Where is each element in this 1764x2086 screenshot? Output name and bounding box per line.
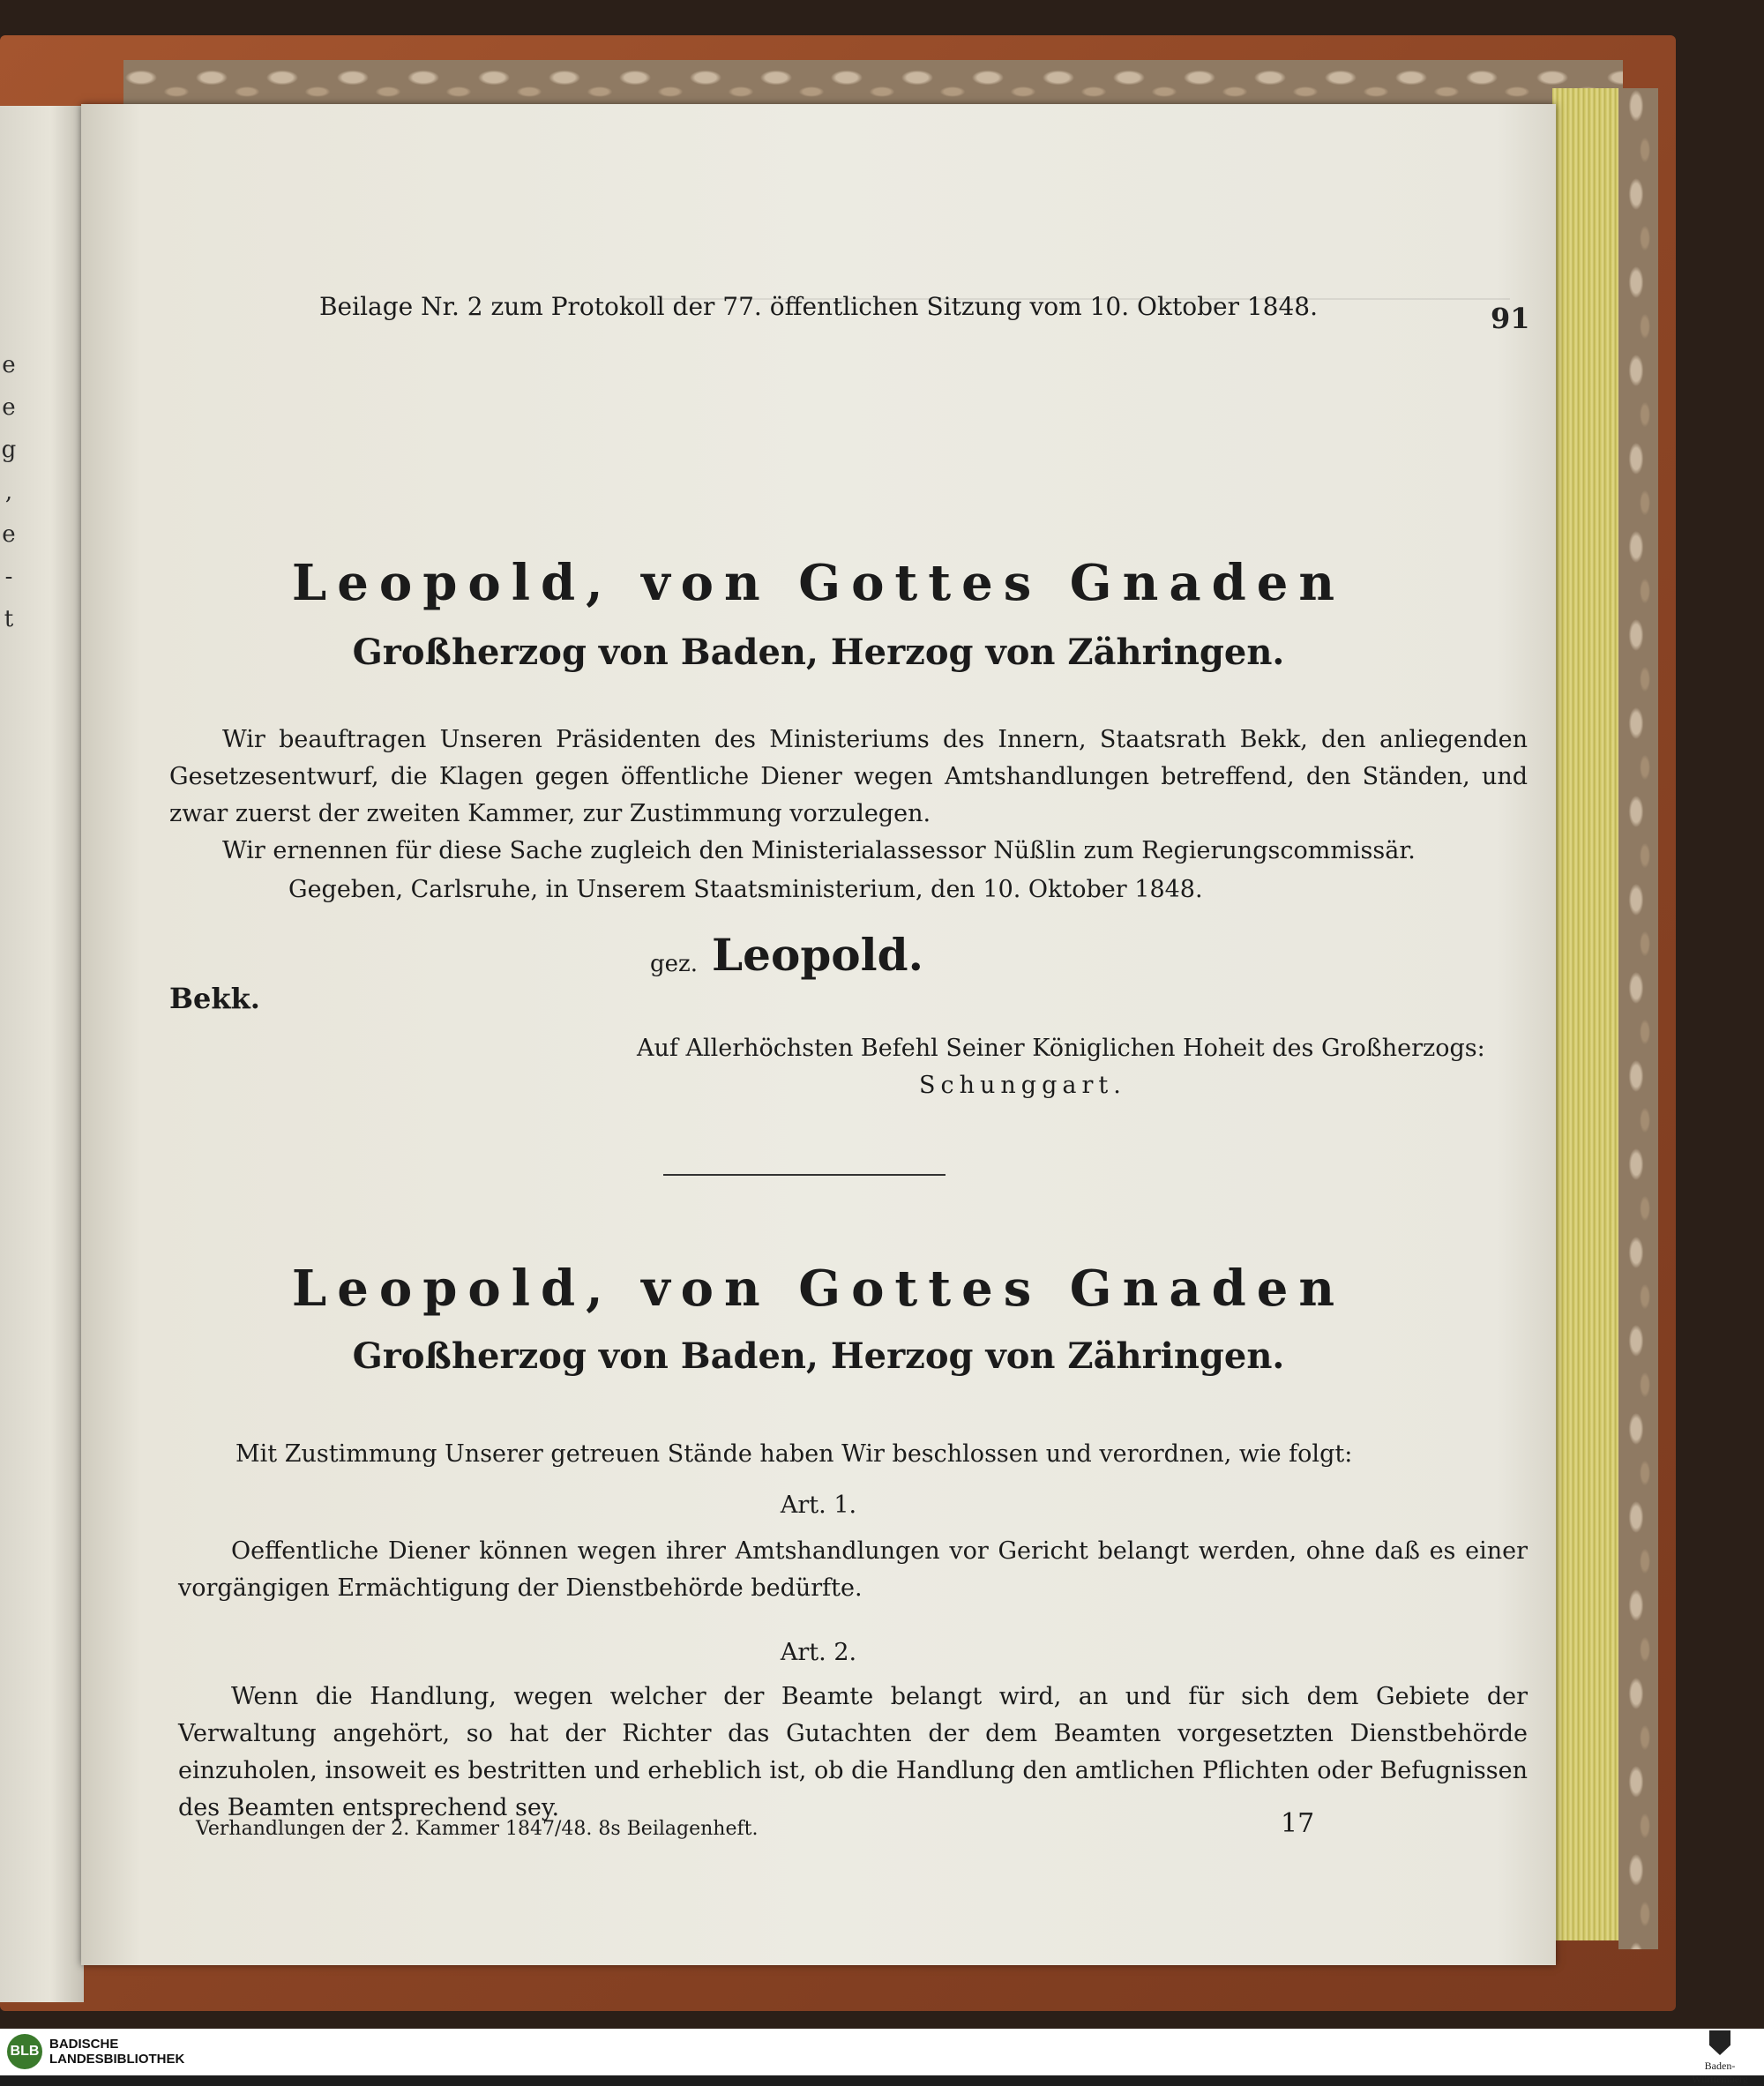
marbled-right-edge (1618, 88, 1658, 1949)
margin-letter: e (2, 352, 16, 378)
proclamation-2-subheading: Großherzog von Baden, Herzog von Zähringen. (352, 1335, 1285, 1377)
proclamation-1-subheading: Großherzog von Baden, Herzog von Zähringen. (352, 632, 1285, 673)
proclamation-2-heading: Leopold, von Gottes Gnaden (291, 1260, 1346, 1318)
margin-letter: e (2, 521, 16, 548)
proclamation-1-paragraph-1: Wir beauftragen Unseren Präsidenten des Ministeriums des Innern, Staatsrath Bekk, den anliegenden Gesetzesentwurf, die Klagen gegen öffentliche Diener wegen Amtshandlungen betreffend, den Ständen, und zwar zuerst der zweiten Kammer, zur Zustimmung vorzulegen. (169, 726, 1528, 827)
supplement-title: Beilage Nr. 2 zum Protokoll der 77. öffentlichen Sitzung vom 10. Oktober 1848. (318, 292, 1319, 321)
library-name-line-2: LANDESBIBLIOTHEK (49, 2052, 185, 2067)
library-name-line-1: BADISCHE (49, 2037, 119, 2052)
coat-of-arms-icon (1709, 2030, 1730, 2055)
proclamation-1-heading: Leopold, von Gottes Gnaden (291, 554, 1346, 612)
order-name: Schunggart. (919, 1072, 1126, 1099)
previous-page-edge (0, 106, 84, 2002)
proclamation-2-intro: Mit Zustimmung Unserer getreuen Stände haben Wir beschlossen und verordnen, wie folgt: (235, 1440, 1353, 1468)
document-page (81, 104, 1556, 1965)
signed-name: Leopold. (712, 929, 923, 981)
article-2-label: Art. 2. (780, 1639, 857, 1666)
signed-prefix: gez. (650, 951, 698, 977)
baden-wuerttemberg-mark (1685, 2030, 1755, 2085)
proclamation-1-paragraph-2: Wir ernennen für diese Sache zugleich den Ministerialassessor Nüßlin zum Regierungscommissär. (222, 837, 1416, 864)
section-divider (663, 1174, 946, 1176)
state-label: Baden-Württemberg (1692, 2060, 1748, 2085)
article-1-label: Art. 1. (780, 1492, 857, 1519)
blb-logo: BLB (7, 2034, 42, 2069)
page-edge-stack (1552, 88, 1618, 1940)
previous-page-letters (0, 344, 18, 640)
margin-letter: g (1, 437, 17, 463)
margin-letter: t (4, 606, 14, 632)
page-number: 91 (1491, 302, 1530, 335)
margin-letter: - (4, 564, 13, 590)
margin-letter: , (4, 479, 13, 505)
article-1-text: Oeffentliche Diener können wegen ihrer Amtshandlungen vor Gericht belangt werden, ohne daß es einer vorgängigen Ermächtigung der Dienstbehörde bedürfte. (178, 1537, 1528, 1602)
countersign: Bekk. (169, 982, 260, 1015)
library-footer-bar (0, 2029, 1764, 2085)
article-2-text: Wenn die Handlung, wegen welcher der Beamte belangt wird, an und für sich dem Gebiete der Verwaltung angehört, so hat der Richter das Gutachten der dem Beamten vorgesetzten Dienstbehörde einzuholen, insoweit es bestritten und erheblich ist, ob die Handlung den amtlichen Pflichten oder Befugnissen des Beamten entsprechend sey. (178, 1683, 1528, 1821)
marbled-top-edge (123, 60, 1623, 106)
order-line: Auf Allerhöchsten Befehl Seiner Königlichen Hoheit des Großherzogs: (637, 1035, 1485, 1062)
signature-mark: 17 (1281, 1808, 1315, 1839)
publication-footer: Verhandlungen der 2. Kammer 1847/48. 8s Beilagenheft. (196, 1818, 759, 1840)
margin-letter: e (2, 394, 16, 421)
proclamation-1-given: Gegeben, Carlsruhe, in Unserem Staatsministerium, den 10. Oktober 1848. (288, 876, 1203, 903)
library-name (49, 2037, 184, 2067)
